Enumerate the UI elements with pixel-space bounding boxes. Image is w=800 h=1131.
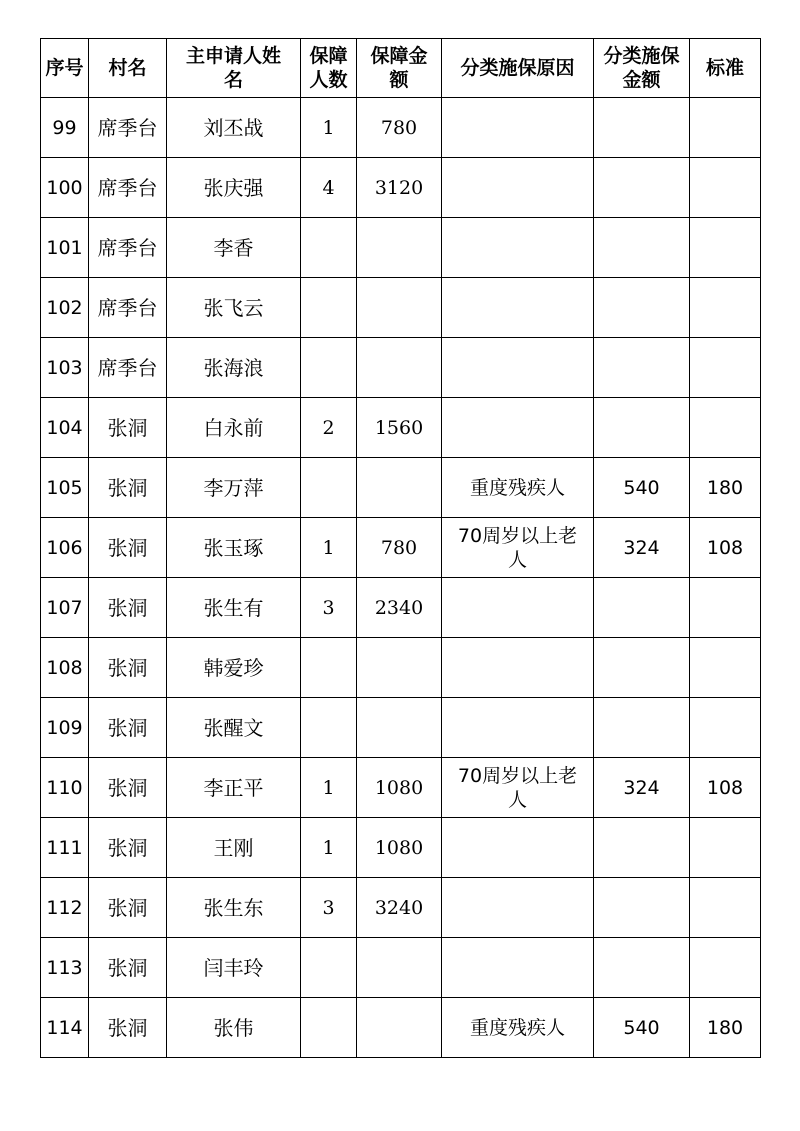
cell-persons: 2 [301,398,357,458]
cell-applicant: 张庆强 [167,158,301,218]
cell-persons: 1 [301,758,357,818]
cell-seq: 107 [41,578,89,638]
cell-persons [301,698,357,758]
cell-class-amount [594,338,690,398]
table-row [41,818,761,878]
table-row [41,578,761,638]
cell-amount [357,458,442,518]
cell-village: 席季台 [89,338,167,398]
cell-amount [357,938,442,998]
cell-applicant: 闫丰玲 [167,938,301,998]
cell-persons [301,218,357,278]
cell-village: 张洞 [89,698,167,758]
cell-amount: 780 [357,518,442,578]
cell-seq: 105 [41,458,89,518]
cell-class-amount: 324 [594,518,690,578]
cell-amount: 1080 [357,818,442,878]
cell-standard [690,398,761,458]
cell-applicant: 白永前 [167,398,301,458]
cell-reason [442,278,594,338]
cell-class-amount [594,398,690,458]
cell-applicant: 张伟 [167,998,301,1058]
cell-class-amount [594,158,690,218]
cell-amount [357,278,442,338]
cell-village: 席季台 [89,158,167,218]
cell-persons [301,278,357,338]
cell-persons [301,938,357,998]
cell-village: 张洞 [89,578,167,638]
cell-village: 张洞 [89,398,167,458]
header-class-amount: 分类施保金额 [594,39,690,98]
cell-seq: 99 [41,98,89,158]
cell-amount: 1080 [357,758,442,818]
cell-village: 席季台 [89,98,167,158]
cell-standard [690,818,761,878]
cell-reason: 重度残疾人 [442,998,594,1058]
cell-class-amount [594,818,690,878]
table-row [41,758,761,818]
cell-applicant: 张生东 [167,878,301,938]
cell-applicant: 张飞云 [167,278,301,338]
cell-village: 席季台 [89,218,167,278]
table-header [41,39,761,98]
header-village: 村名 [89,39,167,98]
cell-seq: 100 [41,158,89,218]
table-row [41,518,761,578]
cell-village: 张洞 [89,938,167,998]
cell-class-amount [594,578,690,638]
cell-persons: 4 [301,158,357,218]
cell-persons [301,458,357,518]
cell-amount [357,218,442,278]
cell-reason [442,698,594,758]
cell-applicant: 王刚 [167,818,301,878]
cell-reason [442,938,594,998]
cell-persons: 3 [301,578,357,638]
cell-persons: 3 [301,878,357,938]
cell-class-amount [594,98,690,158]
cell-applicant: 李香 [167,218,301,278]
cell-class-amount [594,638,690,698]
table-row [41,158,761,218]
cell-seq: 111 [41,818,89,878]
header-persons: 保障人数 [301,39,357,98]
cell-seq: 104 [41,398,89,458]
cell-reason [442,98,594,158]
cell-class-amount: 540 [594,458,690,518]
header-reason: 分类施保原因 [442,39,594,98]
cell-class-amount [594,278,690,338]
cell-village: 张洞 [89,518,167,578]
cell-persons: 1 [301,518,357,578]
cell-standard: 180 [690,458,761,518]
cell-class-amount [594,878,690,938]
cell-standard [690,938,761,998]
cell-reason [442,578,594,638]
cell-class-amount: 324 [594,758,690,818]
cell-amount [357,998,442,1058]
assistance-table [40,38,761,1058]
header-standard: 标准 [690,39,761,98]
table-row [41,698,761,758]
cell-village: 张洞 [89,998,167,1058]
cell-standard [690,878,761,938]
cell-persons: 1 [301,818,357,878]
table-row [41,218,761,278]
cell-reason [442,218,594,278]
table-row [41,98,761,158]
header-amount: 保障金额 [357,39,442,98]
cell-applicant: 李万萍 [167,458,301,518]
cell-seq: 103 [41,338,89,398]
cell-persons [301,338,357,398]
table-body [41,98,761,1058]
cell-standard [690,578,761,638]
cell-village: 张洞 [89,818,167,878]
cell-amount: 780 [357,98,442,158]
cell-reason [442,158,594,218]
cell-village: 张洞 [89,758,167,818]
cell-class-amount [594,698,690,758]
cell-standard [690,638,761,698]
cell-standard [690,158,761,218]
cell-village: 张洞 [89,458,167,518]
cell-applicant: 张生有 [167,578,301,638]
cell-seq: 113 [41,938,89,998]
table-row [41,878,761,938]
cell-standard: 180 [690,998,761,1058]
cell-applicant: 张海浪 [167,338,301,398]
cell-standard [690,278,761,338]
table-row [41,458,761,518]
cell-standard: 108 [690,758,761,818]
cell-reason [442,818,594,878]
cell-seq: 108 [41,638,89,698]
cell-reason [442,338,594,398]
cell-seq: 110 [41,758,89,818]
header-row [41,39,761,98]
cell-persons: 1 [301,98,357,158]
table-row [41,398,761,458]
cell-persons [301,638,357,698]
cell-seq: 101 [41,218,89,278]
cell-applicant: 张醒文 [167,698,301,758]
header-applicant: 主申请人姓名 [167,39,301,98]
header-seq: 序号 [41,39,89,98]
cell-village: 张洞 [89,638,167,698]
table-row [41,998,761,1058]
cell-seq: 114 [41,998,89,1058]
cell-amount [357,338,442,398]
table-row [41,338,761,398]
cell-seq: 106 [41,518,89,578]
table-row [41,938,761,998]
cell-amount [357,638,442,698]
cell-village: 席季台 [89,278,167,338]
cell-standard [690,698,761,758]
cell-reason [442,878,594,938]
cell-reason [442,398,594,458]
cell-standard [690,338,761,398]
cell-amount: 3240 [357,878,442,938]
cell-standard [690,218,761,278]
cell-village: 张洞 [89,878,167,938]
cell-standard [690,98,761,158]
cell-reason: 重度残疾人 [442,458,594,518]
cell-amount: 3120 [357,158,442,218]
table-row [41,638,761,698]
cell-seq: 102 [41,278,89,338]
cell-amount: 1560 [357,398,442,458]
cell-applicant: 刘丕战 [167,98,301,158]
cell-class-amount [594,218,690,278]
cell-applicant: 张玉琢 [167,518,301,578]
cell-applicant: 李正平 [167,758,301,818]
cell-amount [357,698,442,758]
cell-persons [301,998,357,1058]
cell-amount: 2340 [357,578,442,638]
cell-reason: 70周岁以上老人 [442,518,594,578]
cell-standard: 108 [690,518,761,578]
cell-reason [442,638,594,698]
cell-class-amount [594,938,690,998]
table-row [41,278,761,338]
cell-applicant: 韩爱珍 [167,638,301,698]
cell-seq: 109 [41,698,89,758]
cell-reason: 70周岁以上老人 [442,758,594,818]
cell-seq: 112 [41,878,89,938]
cell-class-amount: 540 [594,998,690,1058]
